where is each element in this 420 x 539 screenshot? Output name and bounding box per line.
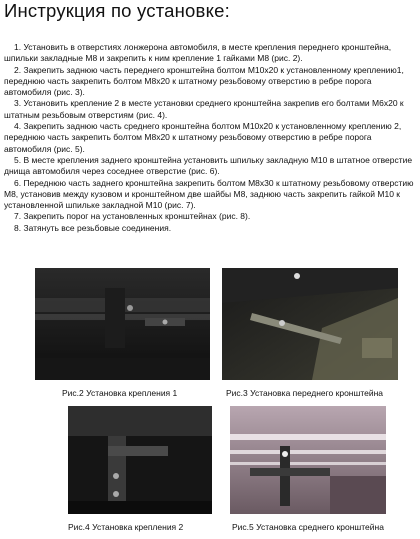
steps-list — [4, 42, 416, 234]
step-6: 6. Переднюю часть заднего кронштейна закрепить болтом М8х30 к штатному резьбовому отверстию М8, установив между кузовом и кронштейном две шайбы М8, заднюю часть закрепить гайкой М10 к установленной шпильке закладной М10 (рис. 7). — [4, 177, 414, 211]
step-3: 3. Установить крепление 2 в месте установки среднего кронштейна закрепив его болтами М6х20 к штатным резьбовым отверстиям (рис. 4). — [4, 98, 404, 120]
step-2: 2. Закрепить заднюю часть переднего кронштейна болтом М10х20 к установленному креплению1, переднюю часть закрепить болтом М8х20 к штатному резьбовому отверстию в ребре порога автомобиля (рис. 3). — [4, 64, 404, 98]
figure-4-photo — [68, 406, 212, 514]
figure-3-caption: Рис.3 Установка переднего кронштейна — [226, 388, 384, 398]
figure-5-caption: Рис.5 Установка среднего кронштейна — [232, 522, 384, 532]
figure-3-photo — [222, 268, 398, 380]
step-5: 5. В месте крепления заднего кронштейна установить шпильку закладную М10 в штатное отверстие днища автомобиля через соседнее отверстие (рис. 6). — [4, 154, 413, 177]
figure-5-photo — [230, 406, 386, 514]
figure-4-caption: Рис.4 Установка крепления 2 — [68, 522, 184, 532]
page-title: Инструкция по установке: — [4, 0, 230, 21]
step-7: 7. Закрепить порог на установленных кронштейнах (рис. 8). — [14, 211, 251, 222]
step-8: 8. Затянуть все резьбовые соединения. — [14, 222, 172, 233]
step-1: 1. Установить в отверстиях лонжерона автомобиля, в месте крепления переднего кронштейна, шпильки закладные М8 и закрепить к ним крепление 1 гайками М8 (рис. 2). — [4, 42, 392, 64]
figure-2-caption: Рис.2 Установка крепления 1 — [62, 388, 178, 398]
step-4: 4. Закрепить заднюю часть среднего кронштейна болтом М10х20 к установленному креплению 2, переднюю часть закрепить болтом М8х20 к штатному резьбовому отверстию в ребре порога автомобиля (рис. 5). — [4, 121, 402, 154]
figure-2-photo — [35, 268, 210, 380]
